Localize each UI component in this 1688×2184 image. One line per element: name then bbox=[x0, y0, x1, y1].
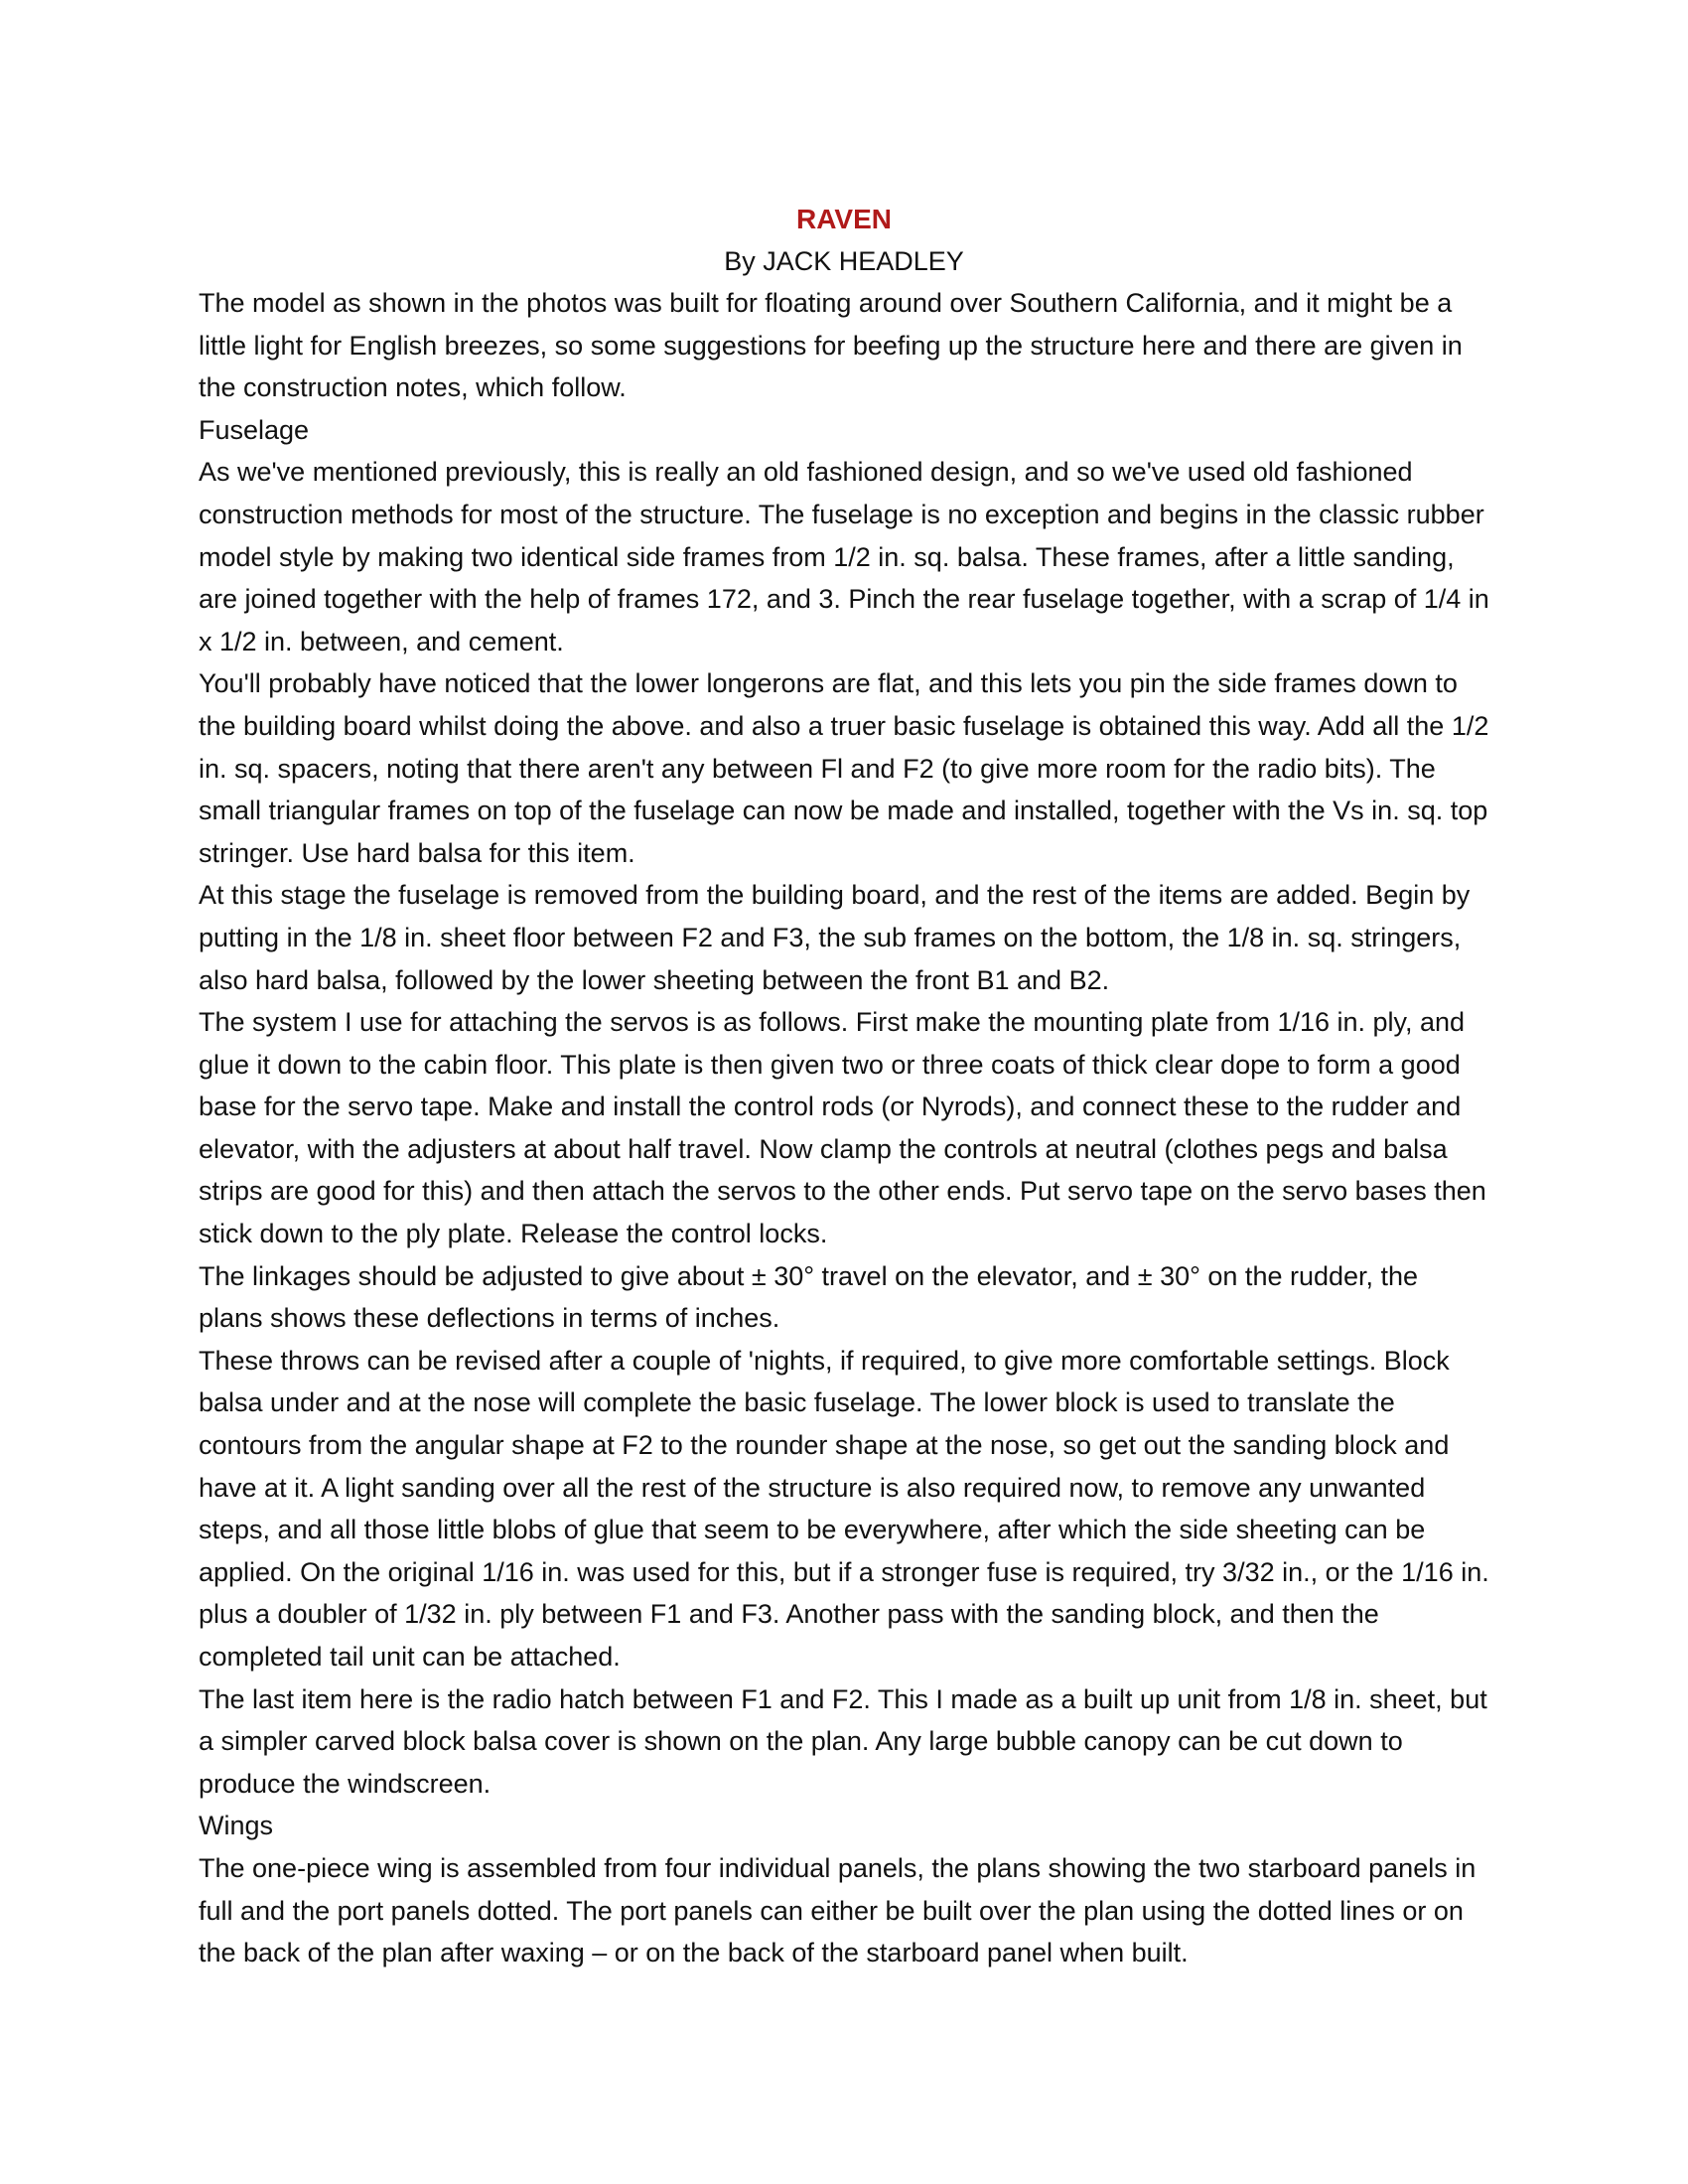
paragraph-fuselage-construction: As we've mentioned previously, this is really an old fashioned design, and so we've used old fashioned construction methods for most of the structure. The fuselage is no exception and begins in the classic rubber model style by making two identical side frames from 1/2 in. sq. balsa. These frames, after a little sanding, are joined together with the help of frames 172, and 3. Pinch the rear fuselage together, with a scrap of 1/4 in x 1/2 in. between, and cement. bbox=[199, 457, 1489, 656]
document-byline: By JACK HEADLEY bbox=[724, 246, 964, 276]
document-body bbox=[199, 199, 1489, 1974]
paragraph-throws: These throws can be revised after a couple of 'nights, if required, to give more comfortable settings. Block balsa under and at the nose will complete the basic fuselage. The lower block is used to translate the contours from the angular shape at F2 to the rounder shape at the nose, so get out the sanding block and have at it. A light sanding over all the rest of the structure is also required now, to remove any unwanted steps, and all those little blobs of glue that seem to be everywhere, after which the side sheeting can be applied. On the original 1/16 in. was used for this, but if a stronger fuse is required, try 3/32 in., or the 1/16 in. plus a doubler of 1/32 in. ply between F1 and F3. Another pass with the sanding block, and then the completed tail unit can be attached. bbox=[199, 1345, 1489, 1672]
document-title: RAVEN bbox=[796, 204, 892, 234]
paragraph-longerons: You'll probably have noticed that the lower longerons are flat, and this lets you pin the side frames down to the building board whilst doing the above. and also a truer basic fuselage is obtained this way. Add all the 1/2 in. sq. spacers, noting that there aren't any between Fl and F2 (to give more room for the radio bits). The small triangular frames on top of the fuselage can now be made and installed, together with the Vs in. sq. top stringer. Use hard balsa for this item. bbox=[199, 668, 1489, 868]
section-heading-fuselage: Fuselage bbox=[199, 414, 310, 445]
section-heading-wings: Wings bbox=[199, 1811, 274, 1841]
paragraph-wing-panels: The one-piece wing is assembled from four individual panels, the plans showing the two starboard panels in full and the port panels dotted. The port panels can either be built over the plan using the dotted lines or on the back of the plan after waxing – or on the back of the starboard panel when built. bbox=[199, 1852, 1477, 1968]
paragraph-servos: The system I use for attaching the servos is as follows. First make the mounting plate from 1/16 in. ply, and glue it down to the cabin floor. This plate is then given two or three coats of thick clear dope to form a good base for the servo tape. Make and install the control rods (or Nyrods), and connect these to the rudder and elevator, with the adjusters at about half travel. Now clamp the controls at neutral (clothes pegs and balsa strips are good for this) and then attach the servos to the other ends. Put servo tape on the servo bases then stick down to the ply plate. Release the control locks. bbox=[199, 1007, 1486, 1249]
paragraph-linkages: The linkages should be adjusted to give about ± 30° travel on the elevator, and ± 30° on the rudder, the plans shows these deflections in terms of inches. bbox=[199, 1260, 1419, 1334]
paragraph-radio-hatch: The last item here is the radio hatch between F1 and F2. This I made as a built up unit from 1/8 in. sheet, but a simpler carved block balsa cover is shown on the plan. Any large bubble canopy can be cut down to produce the windscreen. bbox=[199, 1683, 1487, 1799]
paragraph-intro: The model as shown in the photos was built for floating around over Southern California, and it might be a little light for English breezes, so some suggestions for beefing up the structure here and there are given in the construction notes, which follow. bbox=[199, 288, 1463, 403]
paragraph-building-board: At this stage the fuselage is removed from the building board, and the rest of the items are added. Begin by putting in the 1/8 in. sheet floor between F2 and F3, the sub frames on the bottom, the 1/8 in. sq. stringers, also hard balsa, followed by the lower sheeting between the front B1 and B2. bbox=[199, 880, 1471, 995]
